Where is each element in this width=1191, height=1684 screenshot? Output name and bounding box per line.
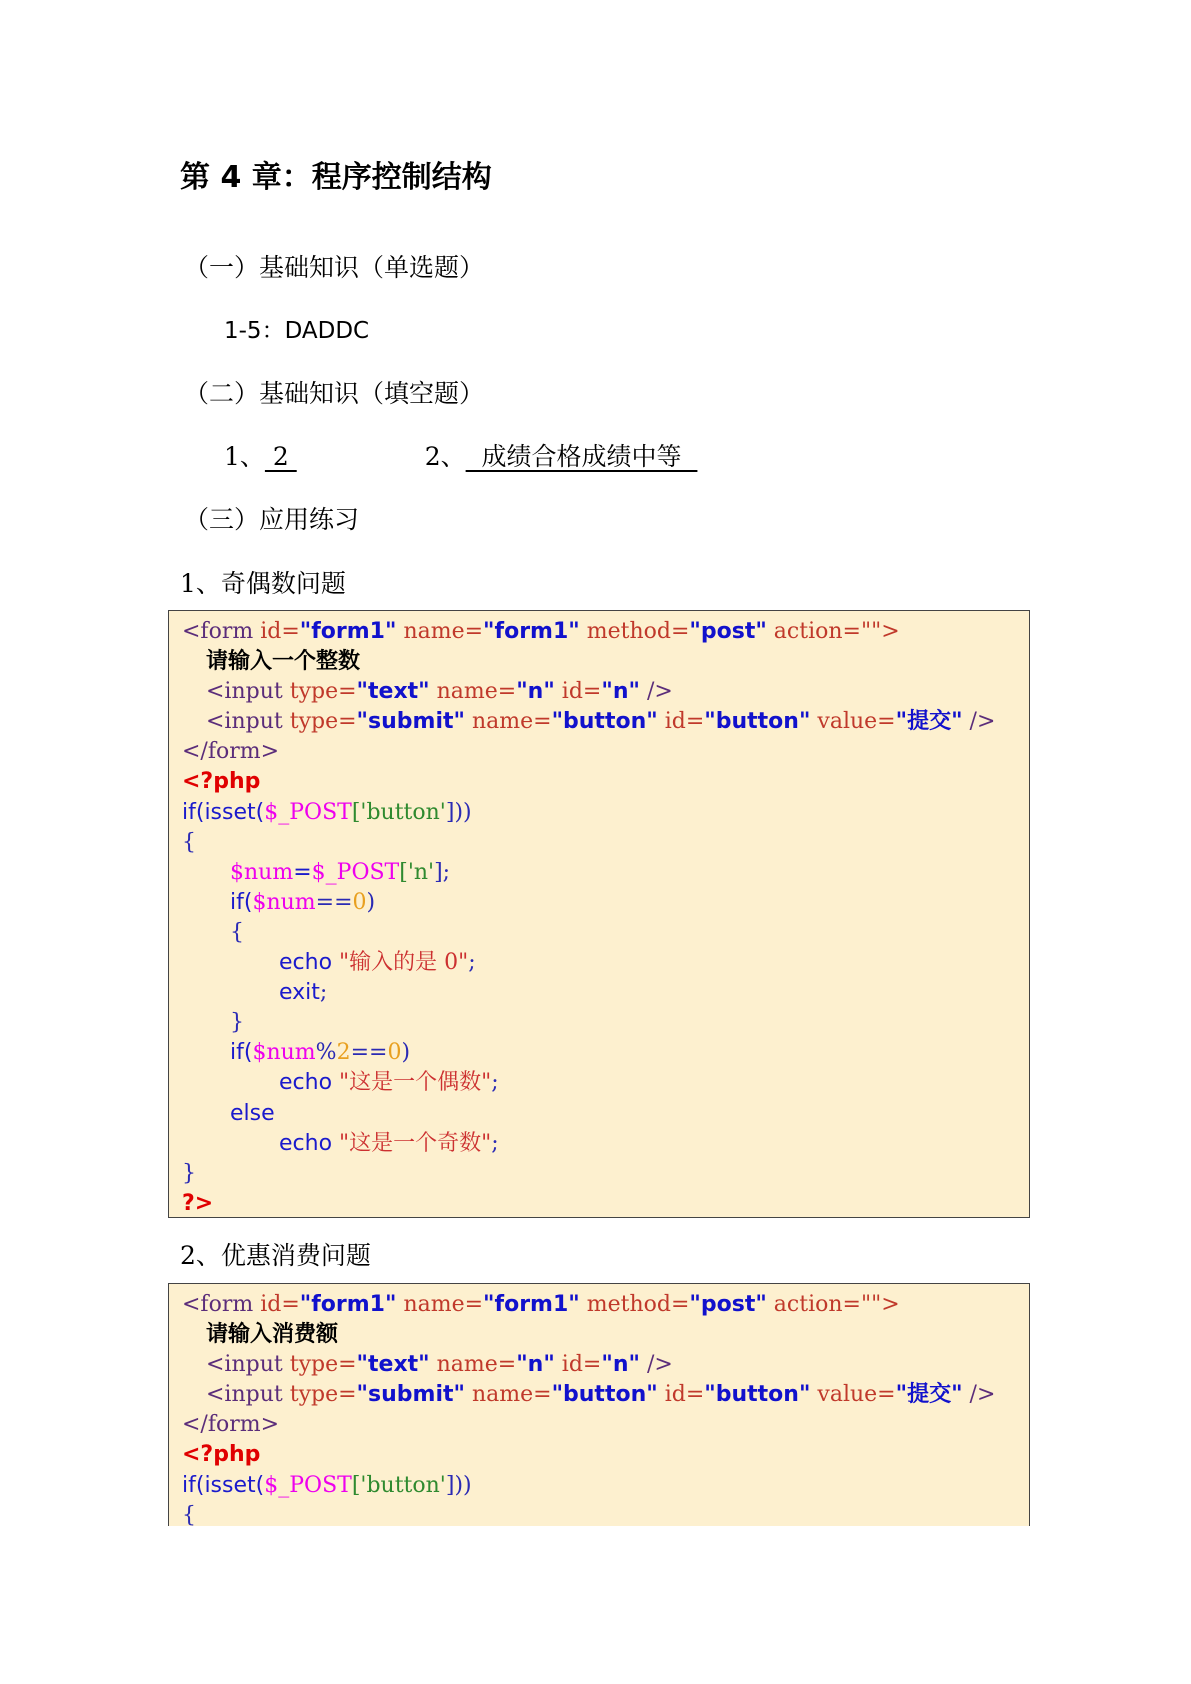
code-line: exit;: [279, 980, 328, 1006]
answer-value: DADDC: [284, 318, 370, 344]
answer-label: 1-5：: [224, 318, 285, 344]
chapter-title: 第 4 章：程序控制结构: [180, 160, 492, 195]
code-line: if($num%2==0): [230, 1040, 411, 1066]
code-line: echo "这是一个奇数";: [279, 1130, 499, 1156]
code-line: <input type="submit" name="button" id="button" value="提交" />: [206, 709, 996, 735]
code-line: 请输入消费额: [206, 1322, 339, 1348]
single-choice-answers: [224, 312, 369, 345]
code-line: <form id="form1" name="form1" method="post" action="">: [182, 1292, 900, 1317]
section-heading-exercises: （三）应用练习: [184, 505, 360, 534]
code-line: <?php: [182, 1442, 261, 1468]
code-line: <input type="submit" name="button" id="button" value="提交" />: [206, 1382, 996, 1408]
question2-title: 2、优惠消费问题: [180, 1241, 371, 1270]
code-line: $num=$_POST['n'];: [230, 859, 451, 885]
code-line: <?php: [182, 769, 261, 795]
code-line: if(isset($_POST['button'])): [182, 799, 472, 825]
fill-blank-answers: [224, 437, 697, 473]
code-line: </form>: [182, 739, 280, 765]
fill-item2-number: 2、: [424, 442, 466, 471]
section-heading-fill-blank: （二）基础知识（填空题）: [184, 379, 485, 408]
code-line: if($num==0): [230, 889, 376, 915]
code-line: {: [182, 1502, 196, 1526]
question1-title: 1、奇偶数问题: [180, 569, 346, 598]
code-line: <input type="text" name="n" id="n" />: [206, 1352, 673, 1378]
fill-item1-answer: 2: [264, 442, 297, 471]
code-block-discount: [168, 1283, 1030, 1526]
code-line: {: [182, 829, 196, 855]
code-line: {: [230, 919, 244, 945]
code-line: ?>: [182, 1190, 214, 1216]
code-line: if(isset($_POST['button'])): [182, 1472, 472, 1498]
code-line: }: [182, 1160, 196, 1186]
code-line: </form>: [182, 1412, 280, 1438]
fill-item1-number: 1、: [224, 442, 265, 471]
section-heading-single-choice: （一）基础知识（单选题）: [184, 253, 485, 282]
code-line: <form id="form1" name="form1" method="post" action="">: [182, 619, 900, 644]
code-line: <input type="text" name="n" id="n" />: [206, 679, 673, 705]
code-block-odd-even: [168, 610, 1030, 1218]
code-line: }: [230, 1010, 244, 1036]
code-line: else: [230, 1100, 275, 1126]
code-line: 请输入一个整数: [206, 649, 361, 675]
code-line: echo "这是一个偶数";: [279, 1070, 499, 1096]
code-line: echo "输入的是 0";: [279, 950, 476, 976]
fill-item2-answer: 成绩合格成绩中等: [465, 442, 698, 471]
